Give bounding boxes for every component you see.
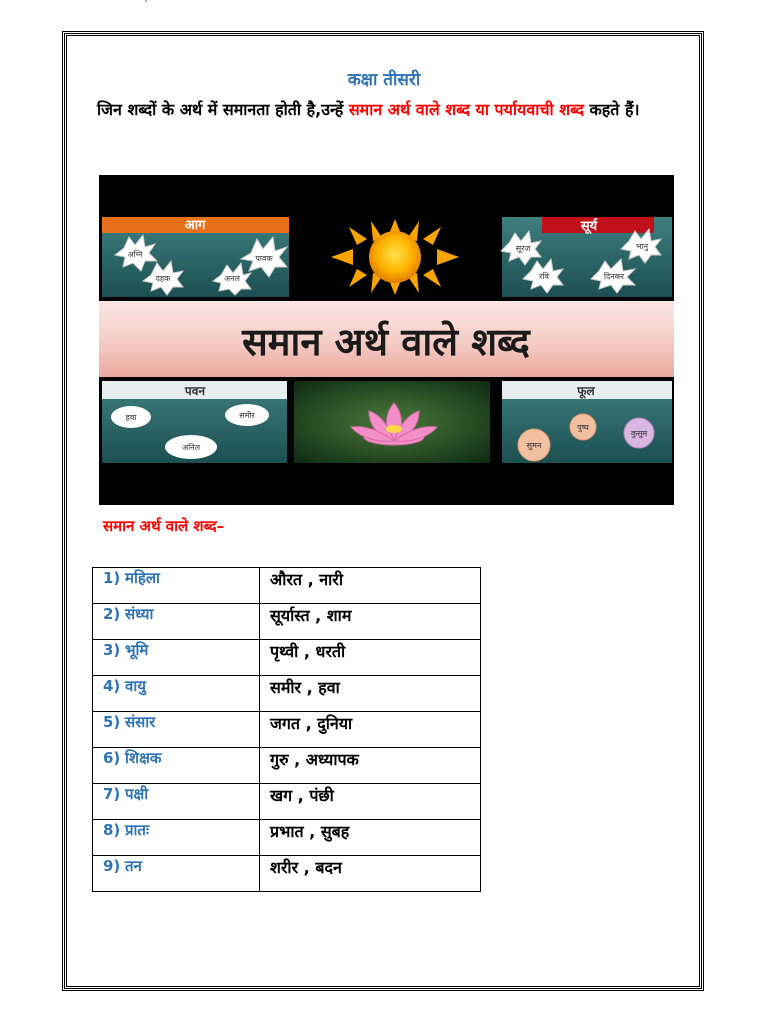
word-cell: [93, 568, 260, 604]
panel-pawan-label: पवन: [184, 384, 206, 398]
word-text: पक्षी: [125, 785, 149, 803]
word-text: महिला: [125, 569, 160, 587]
word-text: संध्या: [125, 605, 154, 623]
panel-phool: [502, 381, 672, 463]
table-row: [93, 784, 481, 820]
row-number: 9): [103, 857, 121, 875]
definition-text-start: जिन शब्दों के अर्थ में समानता होती है,उन्हें: [97, 100, 349, 119]
panel-aag: [102, 217, 289, 297]
word-ravi: रवि: [539, 272, 549, 281]
row-number: 4): [103, 677, 121, 695]
synonyms-banner-image: [99, 175, 674, 505]
word-cell: [93, 820, 260, 856]
definition-text: [97, 98, 657, 122]
table-row: [93, 604, 481, 640]
word-pushp: पुष्प: [577, 423, 589, 432]
synonyms-cell: प्रभात , सुबह: [260, 820, 481, 856]
panel-phool-label: फूल: [577, 384, 595, 398]
class-heading: कक्षा तीसरी: [347, 70, 421, 90]
table-row: [93, 820, 481, 856]
synonyms-table-body: [93, 568, 481, 892]
table-row: [93, 712, 481, 748]
word-dahak: दहक: [155, 274, 171, 283]
word-text: भूमि: [125, 641, 149, 659]
word-text: वायु: [125, 677, 146, 695]
synonyms-cell: गुरु , अध्यापक: [260, 748, 481, 784]
word-bhanu: भानु: [635, 242, 649, 251]
synonyms-cell: समीर , हवा: [260, 676, 481, 712]
word-dinkar: दिनकर: [603, 272, 625, 281]
table-row: [93, 568, 481, 604]
synonyms-table: [92, 567, 481, 892]
banner-title-bar: [99, 301, 674, 377]
table-row: [93, 640, 481, 676]
stray-mark: `: [144, 0, 149, 11]
word-text: संसार: [125, 713, 156, 731]
word-anil: अनिल: [181, 443, 201, 452]
word-suman: सुमन: [526, 441, 542, 450]
table-row: [93, 748, 481, 784]
synonyms-subheading: समान अर्थ वाले शब्द–: [103, 517, 225, 535]
sun-image: [300, 217, 490, 297]
synonyms-cell: शरीर , बदन: [260, 856, 481, 892]
panel-surya: [501, 217, 672, 297]
lotus-image: [294, 381, 490, 463]
panel-pawan: [102, 381, 287, 463]
row-number: 7): [103, 785, 121, 803]
word-text: प्रातः: [125, 821, 150, 839]
word-agni: अग्नि: [127, 250, 143, 259]
word-kusum: कुसुम: [630, 429, 648, 438]
word-anal: अनल: [224, 274, 240, 283]
row-number: 3): [103, 641, 121, 659]
word-text: शिक्षक: [125, 749, 162, 767]
word-pavak: पावक: [255, 254, 273, 263]
word-cell: [93, 856, 260, 892]
synonyms-cell: सूर्यास्त , शाम: [260, 604, 481, 640]
banner-graphic: [99, 175, 674, 505]
synonyms-cell: पृथ्वी , धरती: [260, 640, 481, 676]
row-number: 2): [103, 605, 121, 623]
word-cell: [93, 784, 260, 820]
word-text: तन: [125, 857, 142, 875]
synonyms-cell: औरत , नारी: [260, 568, 481, 604]
panel-surya-label: सूर्य: [580, 219, 598, 234]
word-hawa: हवा: [125, 413, 137, 422]
definition-highlight: समान अर्थ वाले शब्द या पर्यायवाची शब्द: [348, 100, 584, 119]
word-cell: [93, 748, 260, 784]
table-row: [93, 676, 481, 712]
banner-title: समान अर्थ वाले शब्द: [242, 320, 530, 364]
word-sameer: समीर: [239, 411, 255, 420]
panel-aag-label: आग: [184, 218, 206, 233]
synonyms-cell: खग , पंछी: [260, 784, 481, 820]
synonyms-cell: जगत , दुनिया: [260, 712, 481, 748]
row-number: 1): [103, 569, 121, 587]
word-cell: [93, 712, 260, 748]
row-number: 5): [103, 713, 121, 731]
word-cell: [93, 604, 260, 640]
definition-text-end: कहते हैं।: [583, 100, 640, 119]
word-cell: [93, 640, 260, 676]
row-number: 8): [103, 821, 121, 839]
word-cell: [93, 676, 260, 712]
word-suraj: सूरज: [515, 244, 531, 253]
row-number: 6): [103, 749, 121, 767]
table-row: [93, 856, 481, 892]
